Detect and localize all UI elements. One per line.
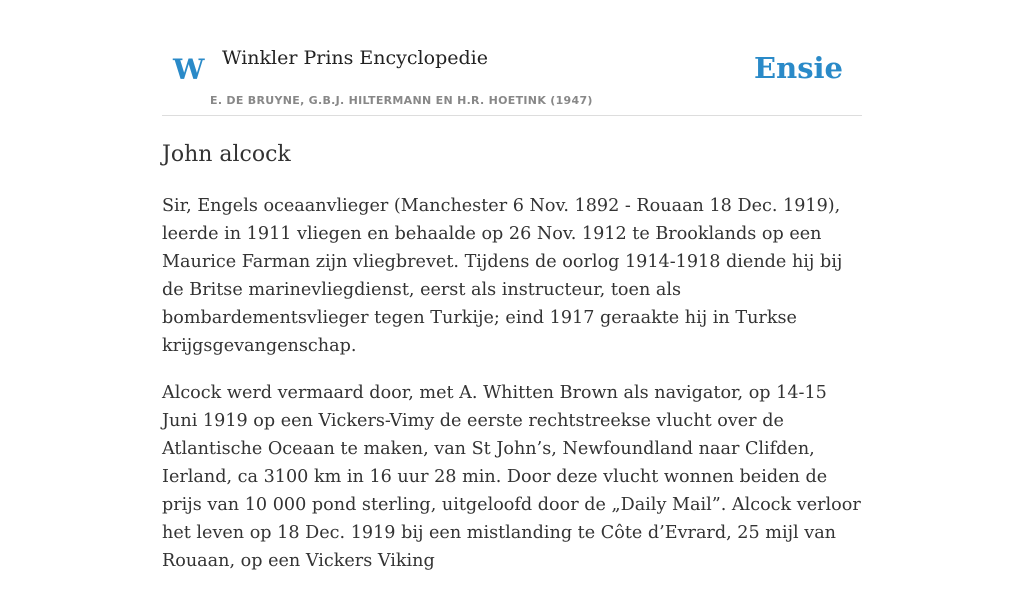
article-body (162, 192, 862, 594)
article-paragraph: Sir, Engels oceaanvlieger (Manchester 6 Nov. 1892 - Rouaan 18 Dec. 1919), leerde in 1911 vliegen en behaalde op 26 Nov. 1912 te Brooklands op een Maurice Farman zijn vliegbrevet. Tijdens de oorlog 1914-1918 diende hij bij de Britse marinevliegdienst, eerst als instructeur, toen als bombardementsvlieger tegen Turkije; eind 1917 geraakte hij in Turkse krijgsgevangenschap. (162, 196, 843, 356)
winkler-prins-logo[interactable]: W (173, 53, 205, 86)
authors-line: E. DE BRUYNE, G.B.J. HILTERMANN EN H.R. HOETINK (1947) (210, 94, 593, 107)
site-title[interactable]: Winkler Prins Encyclopedie (222, 47, 488, 69)
article-title: John alcock (162, 142, 291, 167)
article-paragraph: Alcock werd vermaard door, met A. Whitten Brown als navigator, op 14-15 Juni 1919 op een Vickers-Vimy de eerste rechtstreekse vlucht over de Atlantische Oceaan te maken, van St John’s, Newfoundland naar Clifden, Ierland, ca 3100 km in 16 uur 28 min. Door deze vlucht wonnen beiden de prijs van 10 000 pond sterling, uitgeloofd door de „Daily Mail”. Alcock verloor het leven op 18 Dec. 1919 bij een mistlanding te Côte d’Evrard, 25 mijl van Rouaan, op een Vickers Viking (162, 383, 861, 571)
site-header (162, 40, 862, 116)
ensie-logo[interactable]: Ensie (754, 51, 843, 85)
